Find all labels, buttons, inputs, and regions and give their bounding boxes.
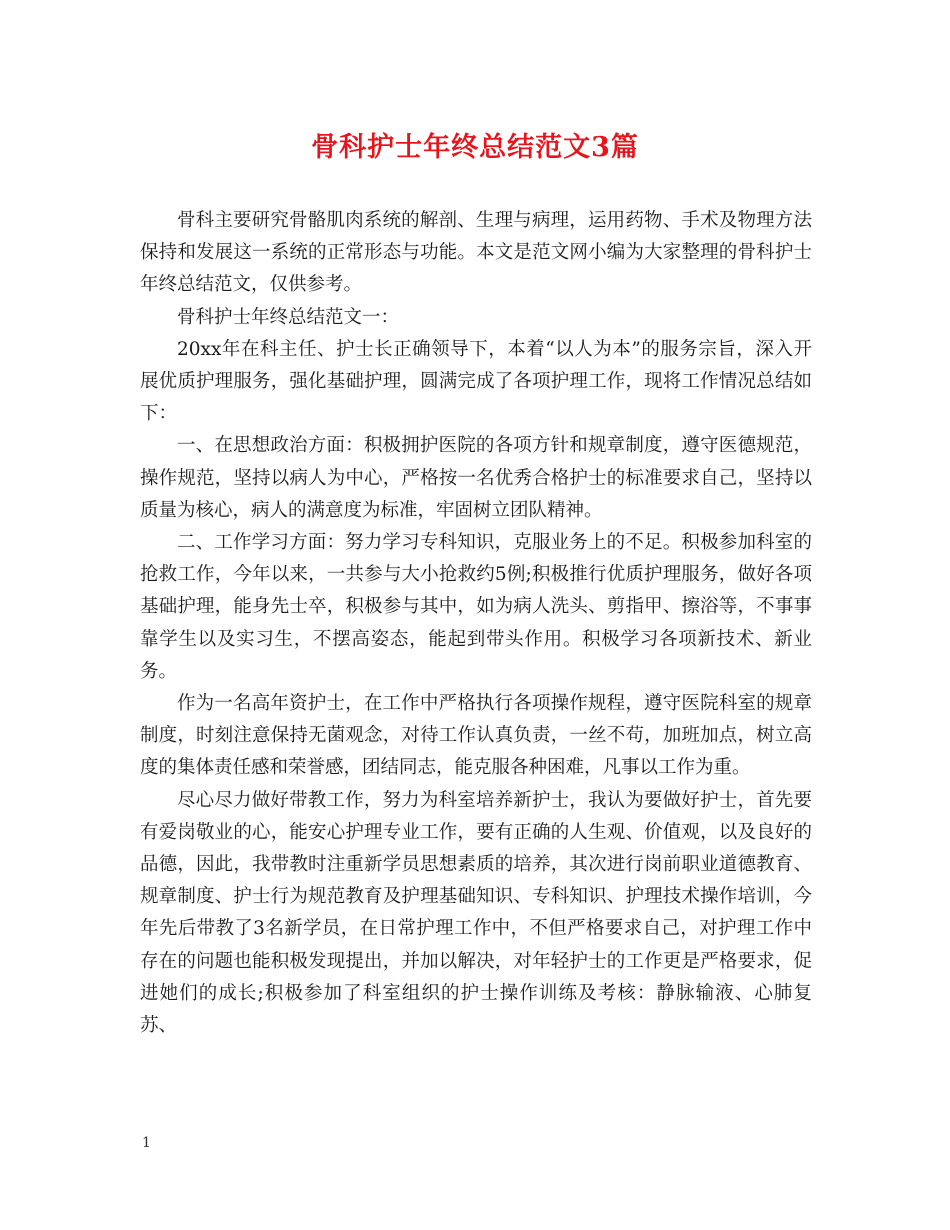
paragraph-political: 一、在思想政治方面：积极拥护医院的各项方针和规章制度，遵守医德规范，操作规范，坚持以病人为中心，严格按一名优秀合格护士的标准要求自己，坚持以质量为核心，病人的满意度为标准，牢固树立团队精神。 — [140, 435, 812, 521]
paragraph-teaching: 尽心尽力做好带教工作，努力为科室培养新护士，我认为要做好护士，首先要有爱岗敬业的心，能安心护理专业工作，要有正确的人生观、价值观，以及良好的品德，因此，我带教时注重新学员思想素质的培养，其次进行岗前职业道德教育、规章制度、护士行为规范教育及护理基础知识、专科知识、护理技术操作培训，今年先后带教了3名新学员，在日常护理工作中，不但严格要求自己，对护理工作中存在的问题也能积极发现提出，并加以解决，对年轻护士的工作更是严格要求，促进她们的成长;积极参加了科室组织的护士操作训练及考核：静脉输液、心肺复苏、 — [140, 789, 812, 1037]
document-body — [140, 205, 812, 1042]
paragraph-intro: 骨科主要研究骨骼肌肉系统的解剖、生理与病理，运用药物、手术及物理方法保持和发展这一系统的正常形态与功能。本文是范文网小编为大家整理的骨科护士年终总结范文，仅供参考。 — [140, 210, 812, 296]
paragraph-overview: 20xx年在科主任、护士长正确领导下，本着“以人为本”的服务宗旨，深入开展优质护理服务，强化基础护理，圆满完成了各项护理工作，现将工作情况总结如下： — [140, 338, 812, 425]
paragraph-section-heading: 骨科护士年终总结范文一： — [177, 306, 400, 328]
paragraph-senior-nurse: 作为一名高年资护士，在工作中严格执行各项操作规程，遵守医院科室的规章制度，时刻注意保持无菌观念，对待工作认真负责，一丝不苟，加班加点，树立高度的集体责任感和荣誉感，团结同志，能克服各种困难，凡事以工作为重。 — [140, 693, 812, 779]
document-title: 骨科护士年终总结范文3篇 — [311, 132, 639, 163]
page-number: 1 — [142, 1135, 151, 1151]
paragraph-work-study: 二、工作学习方面：努力学习专科知识，克服业务上的不足。积极参加科室的抢救工作，今年以来，一共参与大小抢救约5例;积极推行优质护理服务，做好各项基础护理，能身先士卒，积极参与其中，如为病人洗头、剪指甲、擦浴等，不事事靠学生以及实习生，不摆高姿态，能起到带头作用。积极学习各项新技术、新业务。 — [140, 532, 812, 682]
